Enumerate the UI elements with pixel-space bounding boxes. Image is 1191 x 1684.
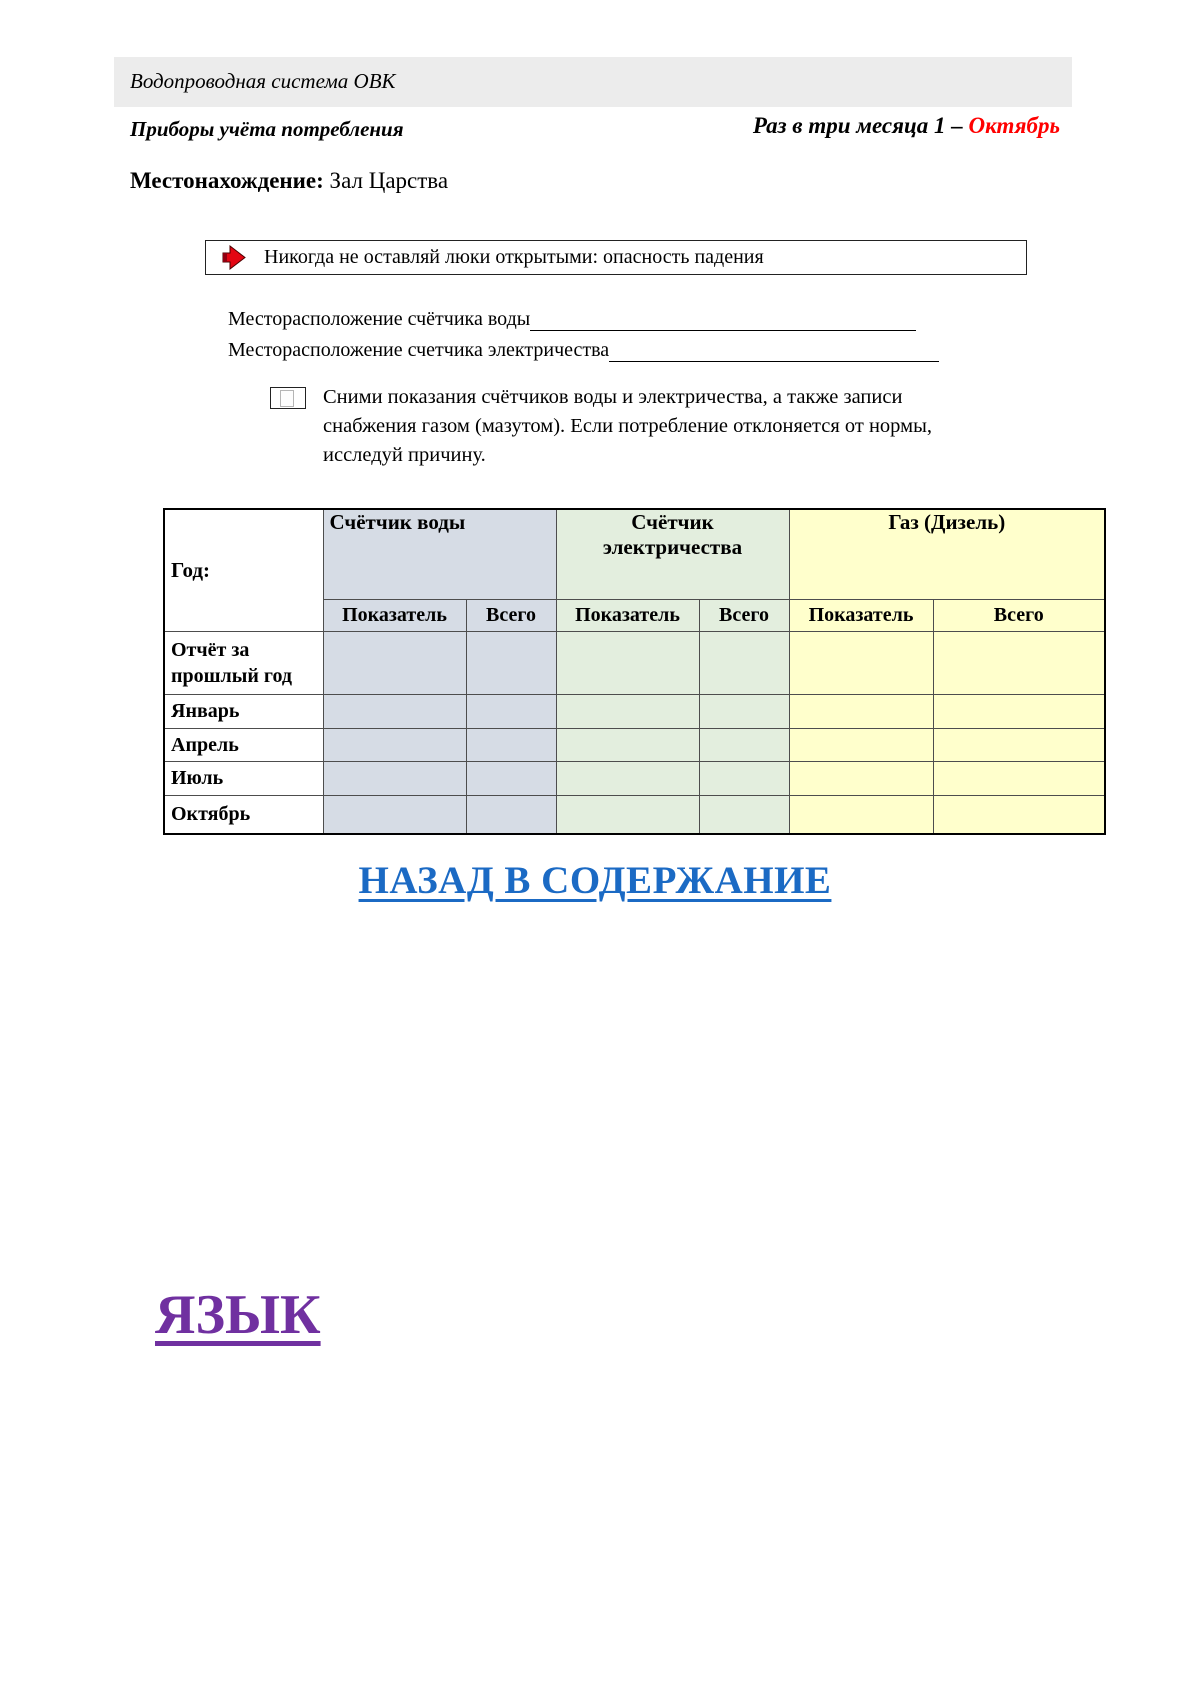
electric-reading-subheader: Показатель [556,599,699,631]
row-label-april: Апрель [164,728,323,761]
schedule-month: Октябрь [968,113,1060,138]
gas-reading-subheader: Показатель [789,599,933,631]
warning-text: Никогда не оставляй люки открытыми: опасность падения [264,246,764,268]
electric-reading-cell [556,795,699,834]
back-link-row [100,858,1090,903]
electric-total-subheader: Всего [699,599,789,631]
location-row [130,168,448,194]
table-row [164,631,1105,694]
row-label-october: Октябрь [164,795,323,834]
electric-meter-location-blank [609,337,939,362]
electric-reading-cell [556,728,699,761]
water-total-cell [466,761,556,795]
table-row [164,728,1105,761]
electric-reading-cell [556,694,699,728]
gas-group-header: Газ (Дизель) [789,509,1105,599]
header-bar [114,57,1072,107]
water-total-cell [466,631,556,694]
gas-total-subheader: Всего [933,599,1105,631]
water-reading-cell [323,795,466,834]
table-row [164,694,1105,728]
meter-readings-table [163,508,1106,835]
electric-total-cell [699,631,789,694]
gas-total-cell [933,761,1105,795]
subtitle-row [130,113,1060,145]
location-value: Зал Царства [329,168,449,193]
gas-total-cell [933,728,1105,761]
water-meter-location-field [228,300,939,331]
checkbox-inner-glyph [280,390,294,407]
schedule-note [753,113,1060,139]
gas-reading-cell [789,728,933,761]
language-link-row [155,1283,321,1347]
water-reading-cell [323,761,466,795]
meter-location-fields [228,300,939,362]
location-label: Местонахождение: [130,168,324,193]
table-row [164,761,1105,795]
row-label-previous-year: Отчёт за прошлый год [164,631,323,694]
electric-total-cell [699,728,789,761]
electric-total-cell [699,694,789,728]
water-meter-location-label: Месторасположение счётчика воды [228,308,531,330]
gas-reading-cell [789,761,933,795]
electric-meter-group-header: Счётчик электричества [556,509,789,599]
electric-meter-location-label: Месторасположение счетчика электричества [228,339,610,361]
water-total-cell [466,728,556,761]
water-total-cell [466,795,556,834]
red-arrow-icon [221,244,247,271]
language-link[interactable]: ЯЗЫК [155,1284,321,1346]
water-reading-cell [323,631,466,694]
electric-meter-location-field [228,331,939,362]
gas-reading-cell [789,631,933,694]
water-reading-cell [323,694,466,728]
section-title: Приборы учёта потребления [130,117,404,141]
empty-checkbox-icon [270,387,306,409]
gas-total-cell [933,795,1105,834]
year-header-cell: Год: [164,509,323,631]
table-row [164,795,1105,834]
warning-box [205,240,1027,275]
electric-total-cell [699,761,789,795]
water-reading-subheader: Показатель [323,599,466,631]
water-total-subheader: Всего [466,599,556,631]
gas-total-cell [933,631,1105,694]
water-meter-location-blank [530,306,916,331]
checklist-text: Сними показания счётчиков воды и электричества, а также записи снабжения газом (мазутом). Если потребление отклоняется от нормы, исследуй причину. [323,386,932,466]
back-to-contents-link[interactable]: НАЗАД В СОДЕРЖАНИЕ [358,859,832,902]
row-label-january: Январь [164,694,323,728]
water-total-cell [466,694,556,728]
water-reading-cell [323,728,466,761]
checklist-item [270,383,970,470]
document-title: Водопроводная система ОВК [130,69,396,93]
gas-reading-cell [789,694,933,728]
electric-total-cell [699,795,789,834]
schedule-prefix: Раз в три месяца 1 – [752,113,969,138]
water-meter-group-header: Счётчик воды [323,509,556,599]
row-label-july: Июль [164,761,323,795]
gas-total-cell [933,694,1105,728]
electric-reading-cell [556,631,699,694]
electric-reading-cell [556,761,699,795]
gas-reading-cell [789,795,933,834]
